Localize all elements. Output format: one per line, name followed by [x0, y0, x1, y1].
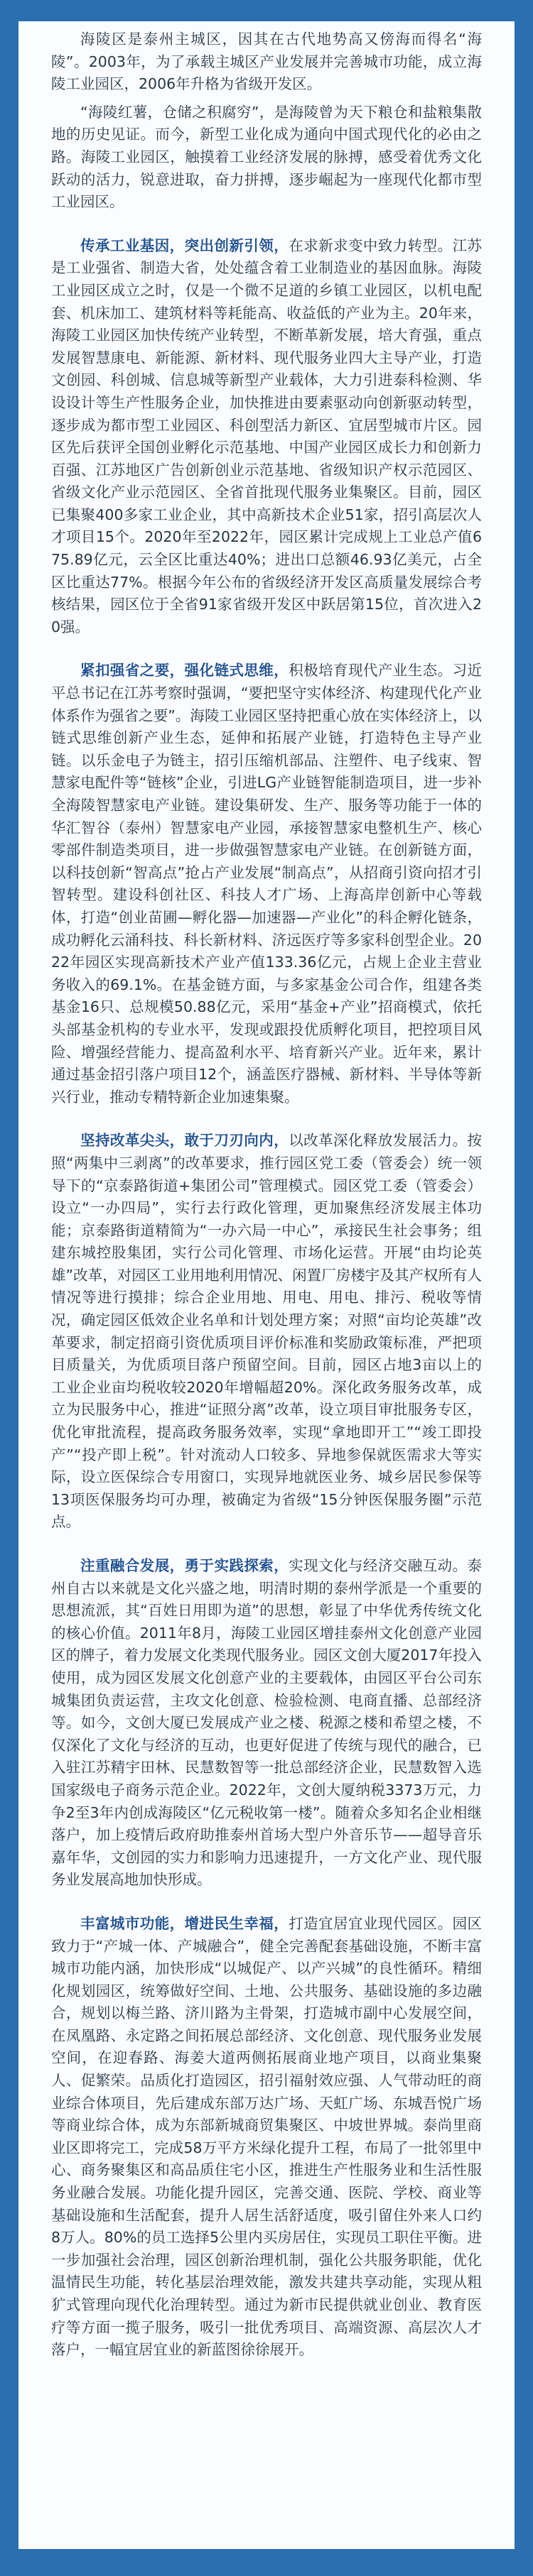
paragraph-text: 以改革深化释放发展活力。按照“两集中三剥离”的改革要求，推行园区党工委（管委会）统一领导下的“京泰路街道+集团公司”管理模式。园区党工委（管委会）设立“一办四局”，实行去行政化管理，更加聚焦经济发展主体功能；京泰路街道精简为“一办六局一中心”，承接民生社会事务；组建东城控股集团，实行公司化管理、市场化运营。开展“由均论英雄”改革，对园区工业用地利用情况、闲置厂房楼宇及其产权所有人情况等进行摸排；综合企业用地、用电、用电、排污、税收等情况，确定园区低效企业名单和计划处理方案；对照“亩均论英雄”改革要求，制定招商引资优质项目评价标准和奖励政策标准，严把项目质量关，为优质项目落户预留空间。目前，园区占地3亩以上的工业企业亩均税收较2020年增幅超20%。深化政务服务改革，成立为民服务中心，推进“证照分离”改革，设立项目审批服务专区，优化审批流程，提高政务服务效率，实现“拿地即开工”“竣工即投产”“投产即上税”。针对流动人口较多、异地参保就医需求大等实际，设立医保综合专用窗口，实现异地就医业务、城乡居民参保等13项医保服务均可办理，被确定为省级“15分钟医保服务圈”示范点。 [51, 1132, 483, 1531]
paragraph [51, 1555, 482, 1892]
paragraph-text: 实现文化与经济交融互动。泰州自古以来就是文化兴盛之地，明清时期的泰州学派是一个重要的思想流派，其“百姓日用即为道”的思想，彰显了中华优秀传统文化的核心价值。2011年8月，海陵工业园区增挂泰州文化创意产业园区的牌子，着力发展文化类现代服务业。园区文创大厦2017年投入使用，成为园区发展文化创意产业的主要载体，由园区平台公司东城集团负责运营，主攻文化创意、检验检测、电商直播、总部经济等。如今，文创大厦已发展成产业之楼、税源之楼和希望之楼，不仅深化了文化与经济的互动，也更好促进了传统与现代的融合，已入驻江苏精宇田林、民慧数智等一批总部经济企业，民慧数智入选国家级电子商务示范企业。2022年，文创大厦纳税3373万元，力争2至3年内创成海陵区“亿元税收第一楼”。随着众多知名企业相继落户，加上疫情后政府助推泰州首场大型户外音乐节——超导音乐嘉年华，文创园的实力和影响力迅速提升，一方文化产业、现代服务业发展高地加快形成。 [51, 1557, 483, 1889]
paragraph-lead: 注重融合发展，勇于实践探索， [80, 1557, 289, 1574]
paragraph-lead: 丰富城市功能，增进民生幸福， [80, 1914, 289, 1932]
paragraph-lead: 传承工业基因，突出创新引领， [80, 236, 289, 254]
article-card [18, 21, 515, 2549]
paragraph [51, 1913, 482, 2362]
paragraph-lead: 坚持改革尖头，敢于刀刃向内， [80, 1132, 289, 1150]
paragraph [51, 28, 482, 96]
paragraph-text: 积极培育现代产业生态。习近平总书记在江苏考察时强调，“要把坚守实体经济、构建现代化产业体系作为强省之要”。海陵工业园区坚持把重心放在实体经济上，以链式思维创新产业生态，延伸和拓展产业链，打造特色主导产业链。以乐金电子为链主，招引压缩机部品、注塑件、电子线束、智慧家电配件等“链核”企业，引进LG产业链智能制造项目，进一步补全海陵智慧家电产业链。建设集研发、生产、服务等功能于一体的华汇智谷（泰州）智慧家电产业园，承接智慧家电整机生产、核心零部件制造类项目，进一步做强智慧家电产业链。在创新链方面，以科技创新“智高点”抢占产业发展“制高点”，从招商引资向招才引智转型。建设科创社区、科技人才广场、上海高岸创新中心等载体，打造“创业苗圃—孵化器—加速器—产业化”的科企孵化链条，成功孵化云涌科技、科长新材料、济远医疗等多家科创型企业。2022年园区实现高新技术产业产值133.36亿元，占规上企业主营业务收入的69.1%。在基金链方面，与多家基金公司合作，组建各类基金16只、总规模50.88亿元，采用“基金+产业”招商模式，依托头部基金机构的专业水平，发现或跟投优质孵化项目，把控项目风险、增强经营能力、提高盈利水平、培育新兴产业。近年来，累计通过基金招引落户项目12个，涵盖医疗器械、新材料、半导体等新兴行业，推动专精特新企业加速集聚。 [51, 662, 483, 1106]
paragraph [51, 660, 482, 1108]
paragraph-lead: 紧扣强省之要，强化链式思维， [80, 662, 289, 680]
paragraph-text: 在求新求变中致力转型。江苏是工业强省、制造大省，处处蕴含着工业制造业的基因血脉。海陵工业园区成立之时，仅是一个微不足道的乡镇工业园区，以机电配套、机床加工、建筑材料等耗能高、收益低的产业为主。20年来，海陵工业园区加快传统产业转型，不断革新发展，培大育强，重点发展智慧康电、新能源、新材料、现代服务业四大主导产业，打造文创园、科创城、信息城等新型产业载体，大力引进泰科检测、华设设计等生产性服务企业，加快推进由要素驱动向创新驱动转型，逐步成为都市型工业园区、科创型活力新区、宜居型城市片区。园区先后获评全国创业孵化示范基地、中国产业园区成长力和创新力百强、江苏地区广告创新创业示范基地、省级知识产权示范园区、省级文化产业示范园区、全省首批现代服务业集聚区。目前，园区已集聚400多家工业企业，其中高新技术企业51家，招引高层次人才项目15个。2020年至2022年，园区累计完成规上工业总产值675.89亿元，云全区比重达40%；进出口总额46.93亿美元，占全区比重达77%。根据今年公布的省级经济开发区高质量发展综合考核结果，园区位于全省91家省级开发区中跃居第15位，首次进入20强。 [51, 236, 483, 635]
paragraph [51, 1130, 482, 1534]
paragraph-text: 海陵区是泰州主城区，因其在古代地势高又傍海而得名“海陵”。2003年，为了承载主城区产业发展并完善城市功能，成立海陵工业园区，2006年升格为省级开发区。 [51, 31, 482, 93]
paragraph [51, 102, 482, 214]
paragraph [51, 235, 482, 639]
paragraph-text: “海陵红薯，仓储之积腐穷”，是海陵曾为天下粮仓和盐粮集散地的历史见证。而今，新型工业化成为通向中国式现代化的必由之路。海陵工业园区，触摸着工业经济发展的脉搏，感受着优秀文化跃动的活力，锐意进取，奋力拼搏，逐步崛起为一座现代化都市型工业园区。 [51, 103, 482, 211]
paragraph-text: 打造宜居宜业现代园区。园区致力于“产城一体、产城融合”，健全完善配套基础设施，不断丰富城市功能内涵，加快形成“以城促产、以产兴城”的良性循环。精细化规划园区，统筹做好空间、土地、公共服务、基础设施的多边融合，规划以梅兰路、济川路为主骨架，打造城市副中心发展空间，在凤凰路、永定路之间拓展总部经济、文化创意、现代服务业发展空间，在迎春路、海姜大道两侧拓展商业地产项目，以商业集聚人、促繁荣。品质化打造园区，招引福射效应强、人气带动旺的商业综合体项目，先后建成东部万达广场、天虹广场、东城吾悦广场等商业综合体，成为东部新城商贸集聚区、中坡世界城。泰尚里商业区即将完工，完成58万平方米绿化提升工程，布局了一批邻里中心、商务聚集区和高品质住宅小区，推进生产性服务业和生活性服务业融合发展。功能化提升园区，完善交通、医院、学校、商业等基础设施和生活配套，提升人居生活舒适度，吸引留住外来人口约8万人。80%的员工选择5公里内买房居住，实现员工职住平衡。进一步加强社会治理，园区创新治理机制，强化公共服务职能，优化温情民生功能，转化基层治理效能，激发共建共享动能，实现从粗犷式管理向现代化治理转型。通过为新市民提供就业创业、教育医疗等方面一揽子服务，吸引一批优秀项目、高端资源、高层次人才落户，一幅宜居宜业的新蓝图徐徐展开。 [51, 1914, 483, 2359]
